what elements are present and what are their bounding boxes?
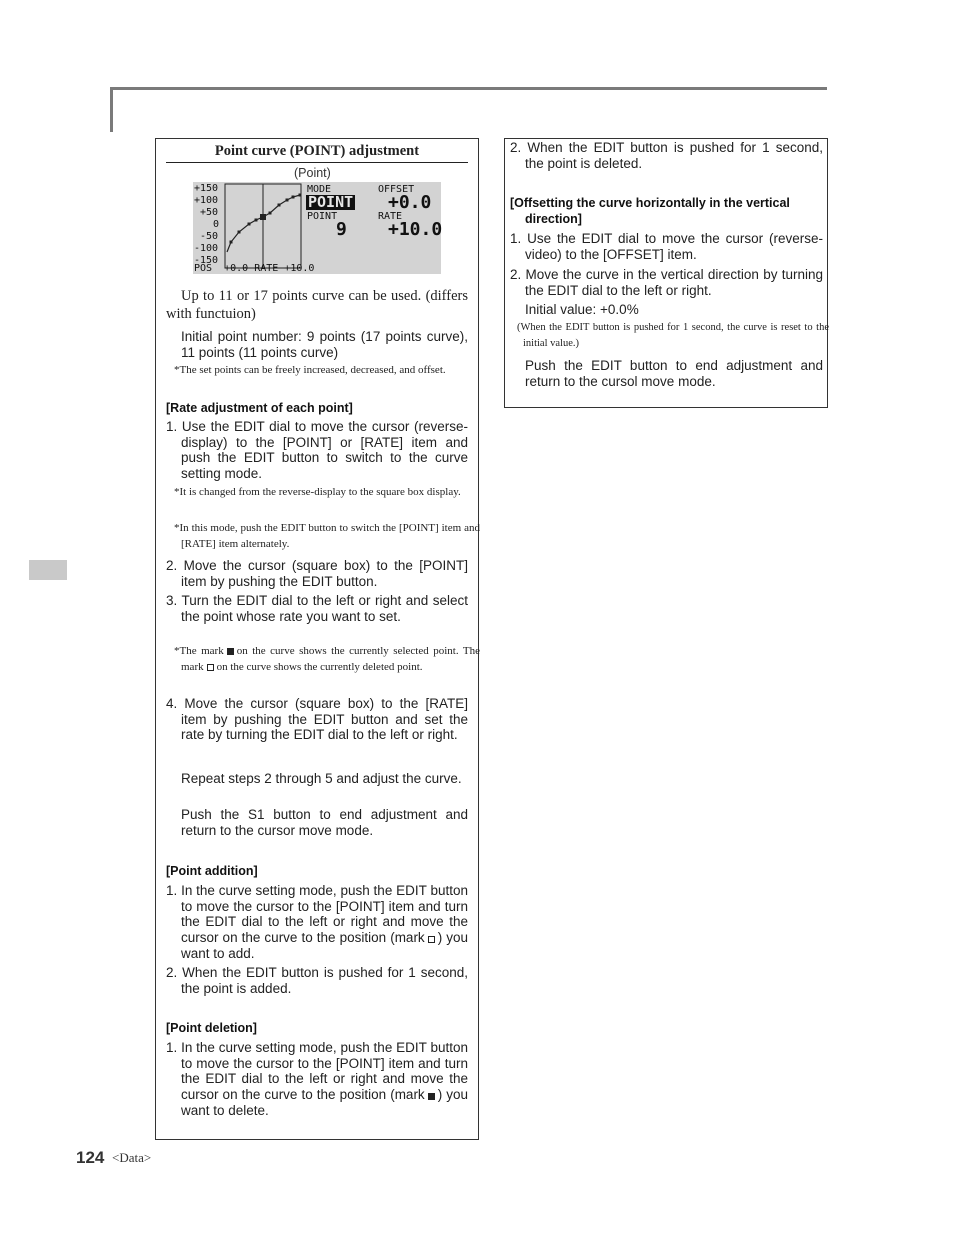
offset-value[interactable]: +0.0 [388, 192, 432, 213]
screen-caption: (Point) [294, 166, 331, 180]
offset-label: OFFSET [378, 184, 415, 195]
lcd-screen [193, 182, 441, 274]
note: *The set points can be freely increased, decreased, and offset. [174, 364, 446, 376]
step: 2. Move the cursor (square box) to the [POINT] item by pushing the EDIT button. [166, 558, 468, 589]
selected-point-mark-icon [227, 648, 234, 655]
initial-value-text: Initial value: +0.0% [525, 302, 639, 317]
step-text: ) you want to add. [181, 930, 468, 961]
heading-point-addition: [Point addition] [166, 864, 258, 878]
step: 2. When the EDIT button is pushed for 1 second, the point is deleted. [510, 140, 823, 171]
section-label: <Data> [112, 1150, 152, 1165]
initial-points-text: Initial point number: 9 points (17 points curve), 11 points (11 points curve) [181, 329, 468, 360]
step-text: ) you want to delete. [181, 1087, 468, 1118]
heading-offset: [Offsetting the curve horizontally in the vertical direction] [510, 196, 790, 226]
step: 2. Move the curve in the vertical direction by turning the EDIT dial to the left or right. [510, 267, 823, 298]
end-text: Push the S1 button to end adjustment and return to the cursor move mode. [181, 807, 468, 838]
step-text: 1. In the curve setting mode, push the EDIT button to move the cursor to the [POINT] item and turn the EDIT dial to the left or right and move the cursor on the curve to the position (mark [166, 1040, 468, 1103]
axis-label: -150 [194, 255, 219, 266]
axis-label: -50 [200, 231, 219, 242]
open-square-mark-icon [428, 936, 435, 943]
step [166, 1040, 468, 1119]
rate-label: RATE [378, 211, 403, 222]
left-panel [155, 138, 479, 1140]
top-rule [110, 87, 827, 90]
side-tab-marker [29, 560, 67, 580]
note-text: on the curve shows the currently deleted point. [216, 660, 423, 673]
axis-label: -100 [194, 243, 219, 254]
page-number: 124 [76, 1148, 105, 1167]
axis-label: 0 [213, 219, 220, 230]
lcd-status-line: POS +0.0 RATE +10.0 [194, 263, 315, 274]
step [166, 883, 468, 962]
note-marks [174, 644, 480, 675]
note-text: on the curve shows the currently selected point. The mark [181, 645, 481, 673]
mode-value[interactable]: POINT [308, 193, 354, 211]
note-text: *The mark [174, 645, 224, 657]
point-label: POINT [307, 211, 338, 222]
note: *It is changed from the reverse-display to the square box display. [174, 486, 461, 498]
deleted-point-mark-icon [207, 664, 214, 671]
step-text: 1. In the curve setting mode, push the EDIT button to move the cursor to the [POINT] item and turn the EDIT dial to the left or right and move the cursor on the curve to the position (mark [166, 883, 468, 946]
section-title: Point curve (POINT) adjustment [166, 143, 468, 163]
heading-rate-adjustment: [Rate adjustment of each point] [166, 401, 353, 415]
right-panel [504, 138, 828, 408]
top-rule-corner [110, 87, 113, 132]
heading-point-deletion: [Point deletion] [166, 1021, 257, 1035]
axis-label: +150 [194, 183, 219, 194]
filled-square-mark-icon [428, 1093, 435, 1100]
repeat-text: Repeat steps 2 through 5 and adjust the curve. [181, 771, 462, 786]
point-value[interactable]: 9 [336, 219, 347, 240]
note: *In this mode, push the EDIT button to switch the [POINT] item and [RATE] item alternately. [174, 522, 480, 550]
step: 3. Turn the EDIT dial to the left or right and select the point whose rate you want to set. [166, 593, 468, 624]
intro-paragraph: Up to 11 or 17 points curve can be used. (differs with functuion) [166, 288, 468, 322]
rate-value[interactable]: +10.0 [388, 219, 443, 240]
end-text: Push the EDIT button to end adjustment and return to the cursol move mode. [525, 358, 823, 389]
step: 2. When the EDIT button is pushed for 1 second, the point is added. [166, 965, 468, 996]
step: 4. Move the cursor (square box) to the [RATE] item by pushing the EDIT button and set the rate by turning the EDIT dial to the left or right. [166, 696, 468, 743]
note: (When the EDIT button is pushed for 1 second, the curve is reset to the initial value.) [517, 322, 829, 349]
step: 1. Use the EDIT dial to move the cursor (reverse-display) to the [POINT] or [RATE] item and push the EDIT button to switch to the curve setting mode. [166, 419, 468, 482]
axis-label: +100 [194, 195, 219, 206]
mode-label: MODE [307, 184, 332, 195]
axis-label: +50 [200, 207, 219, 218]
step: 1. Use the EDIT dial to move the cursor (reverse-video) to the [OFFSET] item. [510, 231, 823, 262]
